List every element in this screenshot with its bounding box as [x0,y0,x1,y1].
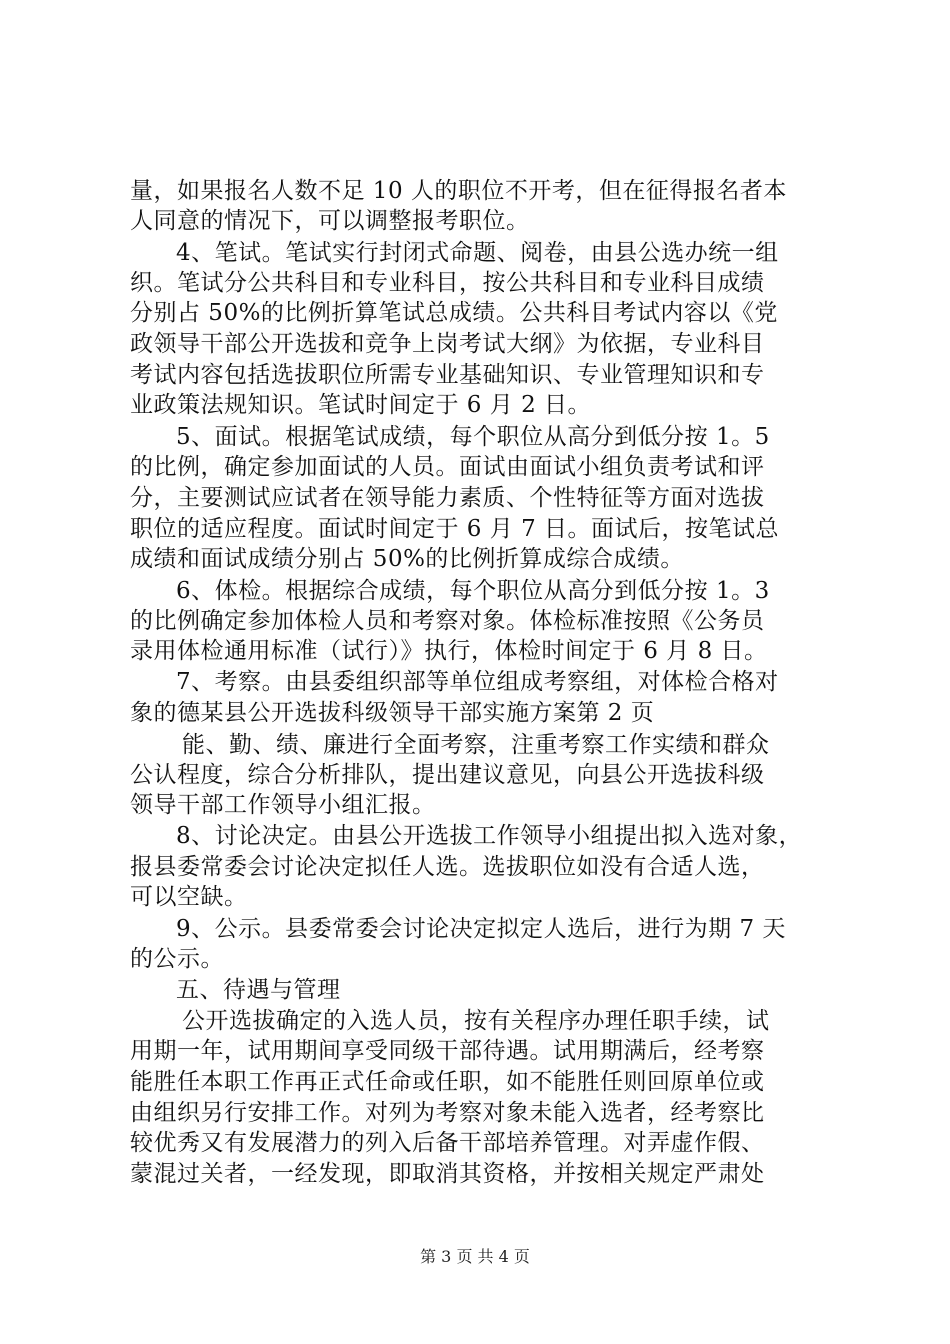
text-line: 报县委常委会讨论决定拟任人选。选拔职位如没有合适人选， [130,854,765,880]
text-line: 人同意的情况下，可以调整报考职位。 [130,208,530,234]
text-line: 业政策法规知识。笔试时间定于 6 月 2 日。 [130,392,592,418]
text-line: 职位的适应程度。面试时间定于 6 月 7 日。面试后，按笔试总 [130,516,780,542]
text-line: 政领导干部公开选拔和竞争上岗考试大纲》为依据，专业科目 [130,331,765,357]
text-line: 可以空缺。 [130,884,248,910]
text-line: 7、考察。由县委组织部等单位组成考察组，对体检合格对 [176,669,779,695]
text-line: 公开选拔确定的入选人员，按有关程序办理任职手续，试 [182,1008,770,1034]
text-line: 6、体检。根据综合成绩，每个职位从高分到低分按 1。3 [176,578,770,604]
text-line: 5、面试。根据笔试成绩，每个职位从高分到低分按 1。5 [176,424,770,450]
text-line: 的公示。 [130,946,224,972]
text-line: 分，主要测试应试者在领导能力素质、个性特征等方面对选拔 [130,485,765,511]
text-line: 考试内容包括选拔职位所需专业基础知识、专业管理知识和专 [130,362,765,388]
page-footer: 第 3 页 共 4 页 [420,1247,530,1266]
section-heading: 五、待遇与管理 [176,977,341,1003]
text-line: 9、公示。县委常委会讨论决定拟定人选后，进行为期 7 天 [176,916,786,942]
text-line: 领导干部工作领导小组汇报。 [130,792,436,818]
text-line: 量，如果报名人数不足 10 人的职位不开考，但在征得报名者本 [130,178,787,204]
text-line: 公认程度，综合分析排队，提出建议意见，向县公开选拔科级 [130,762,765,788]
text-line: 录用体检通用标准（试行）》执行，体检时间定于 6 月 8 日。 [130,638,768,664]
text-line: 象的德某县公开选拔科级领导干部实施方案第 2 页 [130,700,655,726]
text-line: 能胜任本职工作再正式任命或任职，如不能胜任则回原单位或 [130,1069,765,1095]
text-line: 分别占 50%的比例折算笔试总成绩。公共科目考试内容以《党 [130,300,778,326]
text-line: 4、笔试。笔试实行封闭式命题、阅卷，由县公选办统一组 [176,240,779,266]
text-line: 由组织另行安排工作。对列为考察对象未能入选者，经考察比 [130,1100,765,1126]
text-line: 较优秀又有发展潜力的列入后备干部培养管理。对弄虚作假、 [130,1130,765,1156]
text-line: 能、勤、绩、廉进行全面考察，注重考察工作实绩和群众 [182,732,770,758]
text-line: 的比例，确定参加面试的人员。面试由面试小组负责考试和评 [130,454,765,480]
text-line: 成绩和面试成绩分别占 50%的比例折算成综合成绩。 [130,546,684,572]
text-line: 用期一年，试用期间享受同级干部待遇。试用期满后，经考察 [130,1038,765,1064]
text-line: 8、讨论决定。由县公开选拔工作领导小组提出拟入选对象， [176,823,803,849]
text-line: 的比例确定参加体检人员和考察对象。体检标准按照《公务员 [130,608,765,634]
text-line: 织。笔试分公共科目和专业科目，按公共科目和专业科目成绩 [130,270,765,296]
text-line: 蒙混过关者，一经发现，即取消其资格，并按相关规定严肃处 [130,1161,765,1187]
